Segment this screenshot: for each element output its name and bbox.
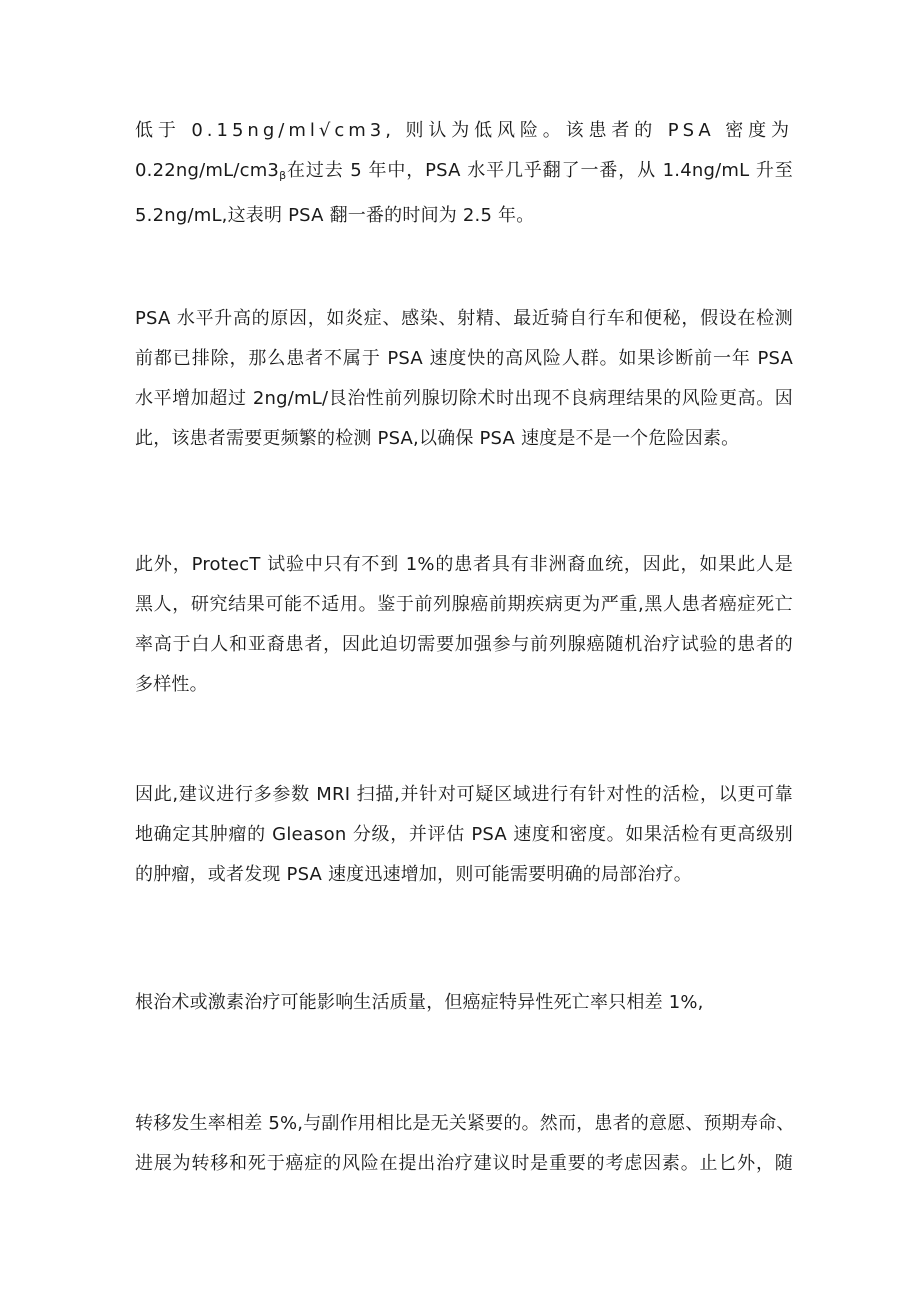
text-line: 的肿瘤，或者发现 PSA 速度迅速增加，则可能需要明确的局部治疗。 [135,864,692,885]
text-line: PSA 水平升高的原因，如炎症、感染、射精、最近骑自行车和便秘，假设在检测 [135,308,793,329]
text-line [135,151,793,196]
text-line: 此外，ProtecT 试验中只有不到 1%的患者具有非洲裔血统，因此，如果此人是 [135,554,793,575]
text-fragment: 在过去 5 年中，PSA 水平几乎翻了一番，从 1.4ng/mL 升至 [286,160,793,181]
text-line: 黑人，研究结果可能不适用。鉴于前列腺癌前期疾病更为严重,黑人患者癌症死亡 [135,594,793,615]
paragraph-protect-trial [135,545,793,705]
text-line: 进展为转移和死于癌症的风险在提出治疗建议时是重要的考虑因素。止匕外，随 [135,1153,793,1174]
text-line: 地确定其肿瘤的 Gleason 分级，并评估 PSA 速度和密度。如果活检有更高级别 [135,824,793,845]
text-line: 率高于白人和亚裔患者，因此迫切需要加强参与前列腺癌随机治疗试验的患者的 [135,634,793,655]
text-line: 水平增加超过 2ng/mL/艮治性前列腺切除术时出现不良病理结果的风险更高。因 [135,388,793,409]
text-line: 根治术或激素治疗可能影响生活质量，但癌症特异性死亡率只相差 1%, [135,992,704,1013]
paragraph-psa-velocity [135,299,793,459]
paragraph-mri-recommendation [135,775,793,895]
text-line: 5.2ng/mL,这表明 PSA 翻一番的时间为 2.5 年。 [135,205,535,226]
subscript-beta: β [279,169,287,182]
text-line: 前都已排除，那么患者不属于 PSA 速度快的高风险人群。如果诊断前一年 PSA [135,348,793,369]
text-line: 低于 0.15ng/ml√cm3, 则认为低风险。该患者的 PSA 密度为 [135,120,793,141]
text-line: 多样性。 [135,674,208,695]
paragraph-treatment-quality [135,983,793,1023]
text-line: 因此,建议进行多参数 MRI 扫描,并针对可疑区域进行有针对性的活检，以更可靠 [135,784,793,805]
text-line: 此，该患者需要更频繁的检测 PSA,以确保 PSA 速度是不是一个危险因素。 [135,428,740,449]
paragraph-metastasis [135,1104,793,1184]
paragraph-psa-density [135,111,793,236]
text-fragment: 0.22ng/mL/cm3 [135,160,280,181]
text-line: 转移发生率相差 5%,与副作用相比是无关紧要的。然而，患者的意愿、预期寿命、 [135,1113,795,1134]
